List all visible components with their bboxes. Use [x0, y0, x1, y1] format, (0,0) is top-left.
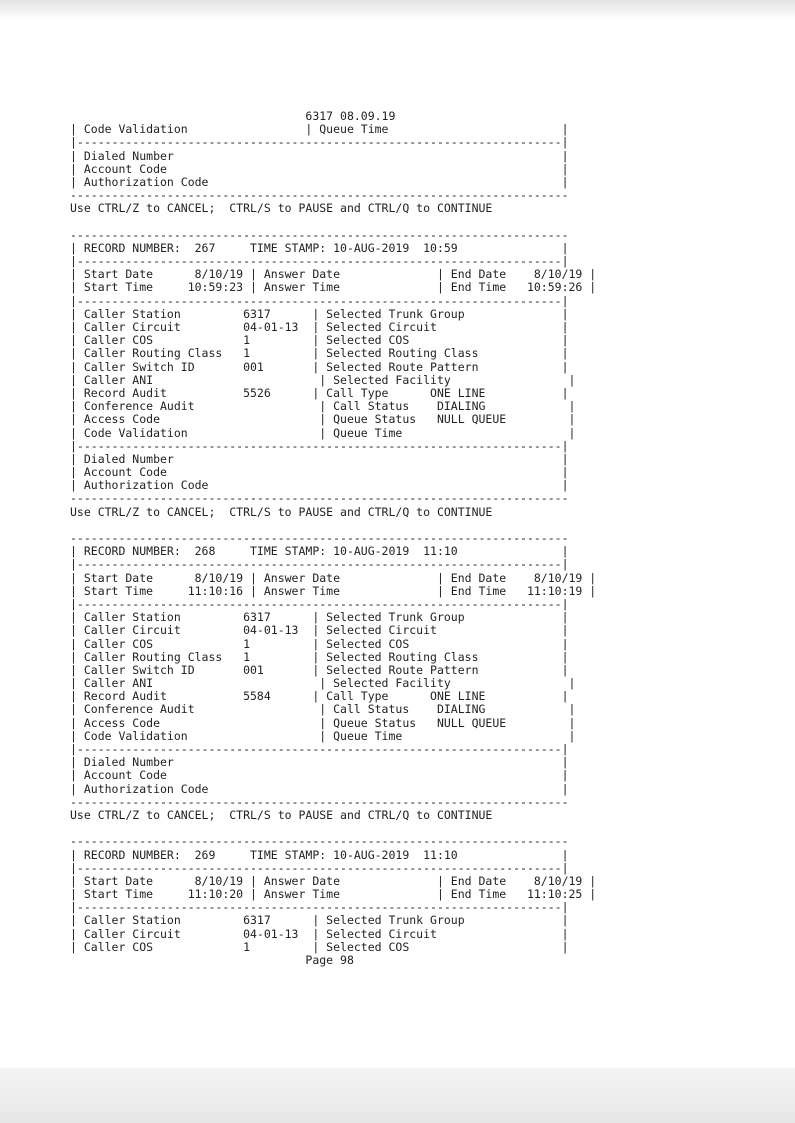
print-line: | Dialed Number |: [70, 451, 569, 466]
print-line: | Caller Switch ID 001 | Selected Route Pattern |: [70, 359, 569, 374]
print-line: ------------------------------------------------------------------------: [70, 491, 569, 506]
print-line: | Authorization Code |: [70, 478, 569, 493]
print-line: | Caller ANI | Selected Facility |: [70, 372, 576, 387]
print-line: ------------------------------------------------------------------------: [70, 834, 569, 849]
print-line: | Start Time 11:10:16 | Answer Time | End Time 11:10:19 |: [70, 583, 597, 598]
print-line: | Start Time 10:59:23 | Answer Time | End Time 10:59:26 |: [70, 280, 597, 295]
print-line: | Dialed Number |: [70, 755, 569, 770]
print-line: | Caller COS 1 | Selected COS |: [70, 333, 569, 348]
print-line: |----------------------------------------------------------------------|: [70, 860, 569, 875]
print-line: | Record Audit 5584 | Call Type ONE LINE |: [70, 689, 569, 704]
print-line: |----------------------------------------------------------------------|: [70, 742, 569, 756]
print-line: | Authorization Code |: [70, 781, 569, 796]
print-line: | Caller COS 1 | Selected COS |: [70, 636, 569, 651]
print-line: | Access Code | Queue Status NULL QUEUE |: [70, 715, 576, 730]
print-line: | Code Validation | Queue Time |: [70, 425, 576, 440]
print-line: | Conference Audit | Call Status DIALING |: [70, 399, 576, 414]
print-line: | Caller ANI | Selected Facility |: [70, 676, 576, 691]
scan-shadow-bottom: [0, 1068, 795, 1123]
control-hint-line: Use CTRL/Z to CANCEL; CTRL/S to PAUSE and CTRL/Q to CONTINUE: [70, 807, 493, 822]
print-line: | Caller Routing Class 1 | Selected Routing Class |: [70, 346, 569, 361]
print-line: | Caller Station 6317 | Selected Trunk Group |: [70, 306, 569, 321]
scan-shadow-top: [0, 0, 795, 20]
record-header-line: | RECORD NUMBER: 269 TIME STAMP: 10-AUG-2019 11:10 |: [70, 847, 569, 862]
header-line: 6317 08.09.19: [70, 109, 396, 123]
print-line: | Account Code |: [70, 161, 569, 176]
print-line: | Authorization Code |: [70, 174, 569, 189]
print-line: | Caller COS 1 | Selected COS |: [70, 939, 569, 954]
print-line: |----------------------------------------------------------------------|: [70, 557, 569, 572]
print-line: |----------------------------------------------------------------------|: [70, 900, 569, 915]
print-line: | Start Date 8/10/19 | Answer Date | End Date 8/10/19 |: [70, 570, 597, 585]
print-line: | Start Time 11:10:20 | Answer Time | End Time 11:10:25 |: [70, 887, 597, 902]
print-line: ------------------------------------------------------------------------: [70, 531, 569, 545]
print-line: | Dialed Number |: [70, 148, 569, 163]
print-line: | Record Audit 5526 | Call Type ONE LINE |: [70, 385, 569, 400]
print-line: ------------------------------------------------------------------------: [70, 794, 569, 809]
blank-line: [70, 216, 596, 229]
print-line: | Caller Circuit 04-01-13 | Selected Circuit |: [70, 320, 569, 334]
print-line: |----------------------------------------------------------------------|: [70, 438, 569, 453]
record-header-line: | RECORD NUMBER: 268 TIME STAMP: 10-AUG-2019 11:10 |: [70, 544, 569, 559]
print-line: | Caller Station 6317 | Selected Trunk Group |: [70, 913, 569, 928]
print-line: |----------------------------------------------------------------------|: [70, 135, 569, 150]
print-line: |----------------------------------------------------------------------|: [70, 254, 569, 269]
print-line: | Caller Routing Class 1 | Selected Routing Class |: [70, 649, 569, 664]
print-line: | Account Code |: [70, 465, 569, 480]
print-line: | Code Validation | Queue Time |: [70, 122, 569, 137]
print-line: | Access Code | Queue Status NULL QUEUE |: [70, 412, 576, 427]
print-line: ------------------------------------------------------------------------: [70, 227, 569, 242]
print-line: | Start Date 8/10/19 | Answer Date | End Date 8/10/19 |: [70, 267, 597, 282]
control-hint-line: Use CTRL/Z to CANCEL; CTRL/S to PAUSE and CTRL/Q to CONTINUE: [70, 201, 493, 216]
print-line: |----------------------------------------------------------------------|: [70, 596, 569, 611]
control-hint-line: Use CTRL/Z to CANCEL; CTRL/S to PAUSE and CTRL/Q to CONTINUE: [70, 504, 493, 519]
print-line: | Account Code |: [70, 768, 569, 783]
print-line: | Conference Audit | Call Status DIALING |: [70, 702, 576, 717]
print-line: ------------------------------------------------------------------------: [70, 188, 569, 203]
print-line: |----------------------------------------------------------------------|: [70, 293, 569, 308]
page-number: Page 98: [70, 953, 354, 967]
print-line: | Start Date 8/10/19 | Answer Date | End Date 8/10/19 |: [70, 873, 597, 888]
record-header-line: | RECORD NUMBER: 267 TIME STAMP: 10-AUG-2019 10:59 |: [70, 240, 569, 255]
call-record-printout: [70, 110, 596, 967]
print-line: | Caller Switch ID 001 | Selected Route Pattern |: [70, 662, 569, 677]
print-line: | Caller Circuit 04-01-13 | Selected Circuit |: [70, 623, 569, 638]
print-line: | Code Validation | Queue Time |: [70, 728, 576, 743]
print-line: | Caller Circuit 04-01-13 | Selected Circuit |: [70, 926, 569, 941]
print-line: | Caller Station 6317 | Selected Trunk Group |: [70, 610, 569, 625]
